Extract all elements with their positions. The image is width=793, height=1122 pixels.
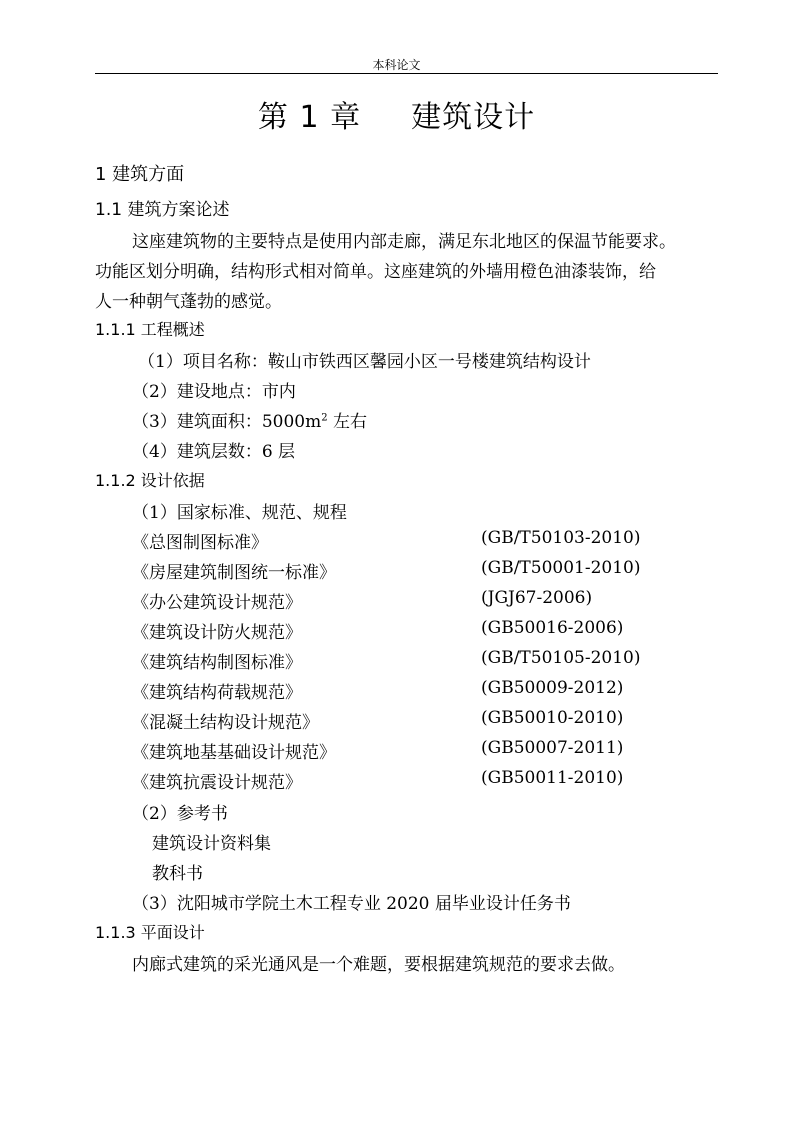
- subsection-heading-1-1-2: 1.1.2 设计依据: [95, 471, 205, 490]
- reference-book: 建筑设计资料集: [152, 834, 271, 854]
- area-text: （3）建筑面积：5000m: [132, 412, 322, 432]
- standard-code: (GB50009-2012): [481, 678, 624, 698]
- subsection-heading-1-1-3: 1.1.3 平面设计: [95, 923, 205, 942]
- subsection-heading-1-1-1: 1.1.1 工程概述: [95, 320, 205, 339]
- standard-name: 《建筑结构荷载规范》: [132, 683, 302, 703]
- list-item-area: [132, 407, 367, 432]
- standard-name: 《建筑结构制图标准》: [132, 653, 302, 673]
- standard-code: (GB/T50001-2010): [481, 558, 641, 578]
- section-heading: 1 建筑方面: [95, 164, 185, 185]
- standard-name: 《办公建筑设计规范》: [132, 593, 302, 613]
- list-item: （2）参考书: [132, 804, 228, 824]
- chapter-number: 第 1 章: [257, 100, 362, 135]
- standard-code: (GB/T50105-2010): [481, 648, 641, 668]
- list-item: （1）项目名称：鞍山市铁西区馨园小区一号楼建筑结构设计: [138, 352, 591, 372]
- subsection-heading-1-1: 1.1 建筑方案论述: [95, 200, 230, 220]
- paragraph-line: 这座建筑物的主要特点是使用内部走廊，满足东北地区的保温节能要求。: [132, 232, 676, 252]
- paragraph-line: 人一种朝气蓬勃的感觉。: [95, 292, 282, 312]
- list-item: （2）建设地点：市内: [132, 382, 296, 402]
- paragraph-line: 内廊式建筑的采光通风是一个难题，要根据建筑规范的要求去做。: [132, 955, 625, 975]
- standard-name: 《建筑抗震设计规范》: [132, 773, 302, 793]
- standard-name: 《总图制图标准》: [132, 533, 268, 553]
- running-header: 本科论文: [372, 58, 421, 72]
- reference-book: 教科书: [152, 864, 203, 884]
- standard-code: (GB50011-2010): [481, 768, 624, 788]
- area-suffix: 左右: [327, 412, 367, 432]
- standard-name: 《建筑地基基础设计规范》: [132, 743, 336, 763]
- standard-name: 《房屋建筑制图统一标准》: [132, 563, 336, 583]
- standard-code: (GB50007-2011): [481, 738, 624, 758]
- standard-code: (GB50010-2010): [481, 708, 624, 728]
- standard-name: 《混凝土结构设计规范》: [132, 713, 319, 733]
- header-rule: [95, 73, 718, 74]
- standard-code: (JGJ67-2006): [481, 588, 593, 608]
- list-item: （4）建筑层数：6 层: [132, 442, 296, 462]
- chapter-name: 建筑设计: [411, 100, 536, 135]
- chapter-title: [0, 92, 793, 136]
- paragraph-line: 功能区划分明确，结构形式相对简单。这座建筑的外墙用橙色油漆装饰，给: [95, 262, 656, 282]
- standard-name: 《建筑设计防火规范》: [132, 623, 302, 643]
- standard-code: (GB50016-2006): [481, 618, 624, 638]
- list-item: （1）国家标准、规范、规程: [132, 503, 347, 523]
- area-superscript: 2: [321, 412, 328, 424]
- standard-code: (GB/T50103-2010): [481, 528, 641, 548]
- list-item: （3）沈阳城市学院土木工程专业 2020 届毕业设计任务书: [132, 894, 571, 914]
